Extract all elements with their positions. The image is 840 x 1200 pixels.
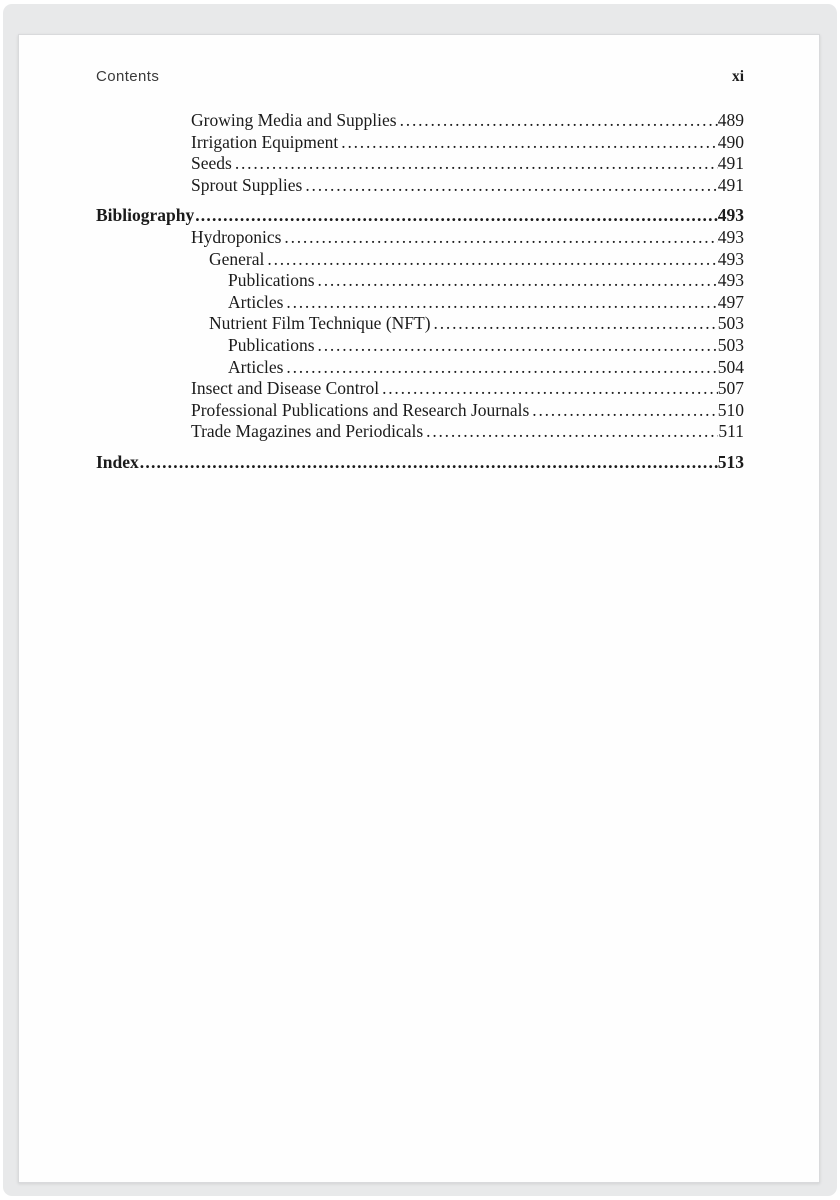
toc-leader-dots — [379, 378, 718, 400]
toc-entry — [191, 110, 744, 132]
toc-leader-dots — [302, 175, 717, 197]
toc-entry-label: Publications — [228, 334, 315, 355]
toc-entry-page: 493 — [717, 270, 744, 291]
toc-entry — [191, 378, 744, 400]
toc-entry — [228, 357, 744, 379]
document-page — [18, 34, 820, 1183]
toc-leader-dots — [423, 421, 718, 443]
toc-entry — [209, 249, 744, 271]
toc-entry-page: 493 — [717, 205, 744, 226]
toc-list — [96, 110, 744, 474]
toc-entry — [191, 400, 744, 422]
toc-entry-label: Trade Magazines and Periodicals — [191, 421, 424, 442]
toc-entry-label: Index — [96, 451, 139, 472]
toc-entry-label: Hydroponics — [191, 226, 282, 247]
toc-entry-page: 491 — [717, 153, 744, 174]
toc-entry-label: Growing Media and Supplies — [191, 110, 397, 130]
toc-leader-dots — [232, 153, 718, 175]
toc-entry-page: 503 — [717, 334, 744, 355]
toc-entry-label: Professional Publications and Research Journals — [191, 399, 530, 420]
toc-entry — [209, 313, 744, 335]
toc-entry-page: 497 — [717, 291, 744, 312]
toc-entry-label: Nutrient Film Technique (NFT) — [209, 313, 431, 334]
toc-entry-label: Seeds — [191, 153, 232, 174]
toc-entry — [191, 153, 744, 175]
toc-entry — [191, 227, 744, 249]
toc-entry-page: 493 — [717, 248, 744, 269]
toc-entry-label: Insect and Disease Control — [191, 378, 380, 399]
toc-entry — [191, 421, 744, 443]
toc-entry — [96, 452, 744, 474]
toc-entry-label: Articles — [228, 291, 284, 312]
toc-entry-page: 504 — [717, 356, 744, 377]
toc-entry — [228, 335, 744, 357]
toc-leader-dots — [397, 110, 718, 132]
toc-leader-dots — [315, 270, 718, 292]
scan-background — [3, 4, 837, 1196]
toc-entry-label: General — [209, 248, 265, 269]
toc-entry-page: 507 — [717, 378, 744, 399]
toc-entry-label: Articles — [228, 356, 284, 377]
toc-leader-dots — [194, 205, 718, 227]
toc-leader-dots — [431, 313, 718, 335]
toc-leader-dots — [338, 132, 717, 154]
toc-leader-dots — [264, 249, 717, 271]
toc-entry — [96, 205, 744, 227]
toc-entry-page: 510 — [717, 399, 744, 420]
toc-entry — [191, 132, 744, 154]
running-header — [96, 68, 744, 86]
toc-entry — [228, 270, 744, 292]
toc-leader-dots — [283, 292, 717, 314]
toc-entry-page: 511 — [718, 421, 744, 442]
toc-leader-dots — [283, 357, 717, 379]
toc-entry-page: 489 — [717, 110, 744, 130]
toc-entry-label: Irrigation Equipment — [191, 131, 339, 152]
toc-leader-dots — [529, 400, 717, 422]
toc-leader-dots — [281, 227, 717, 249]
toc-entry-page: 513 — [717, 451, 744, 472]
toc-entry — [191, 175, 744, 197]
toc-entry-label: Bibliography — [96, 205, 195, 226]
toc-entry — [228, 292, 744, 314]
toc-entry-label: Publications — [228, 270, 315, 291]
toc-entry-page: 503 — [717, 313, 744, 334]
toc-entry-label: Sprout Supplies — [191, 174, 303, 195]
toc-leader-dots — [139, 452, 718, 474]
running-header-page-number: xi — [731, 68, 744, 85]
toc-entry-page: 493 — [717, 226, 744, 247]
toc-entry-page: 490 — [717, 131, 744, 152]
running-header-title: Contents — [96, 68, 160, 85]
toc-entry-page: 491 — [717, 174, 744, 195]
toc-leader-dots — [315, 335, 718, 357]
